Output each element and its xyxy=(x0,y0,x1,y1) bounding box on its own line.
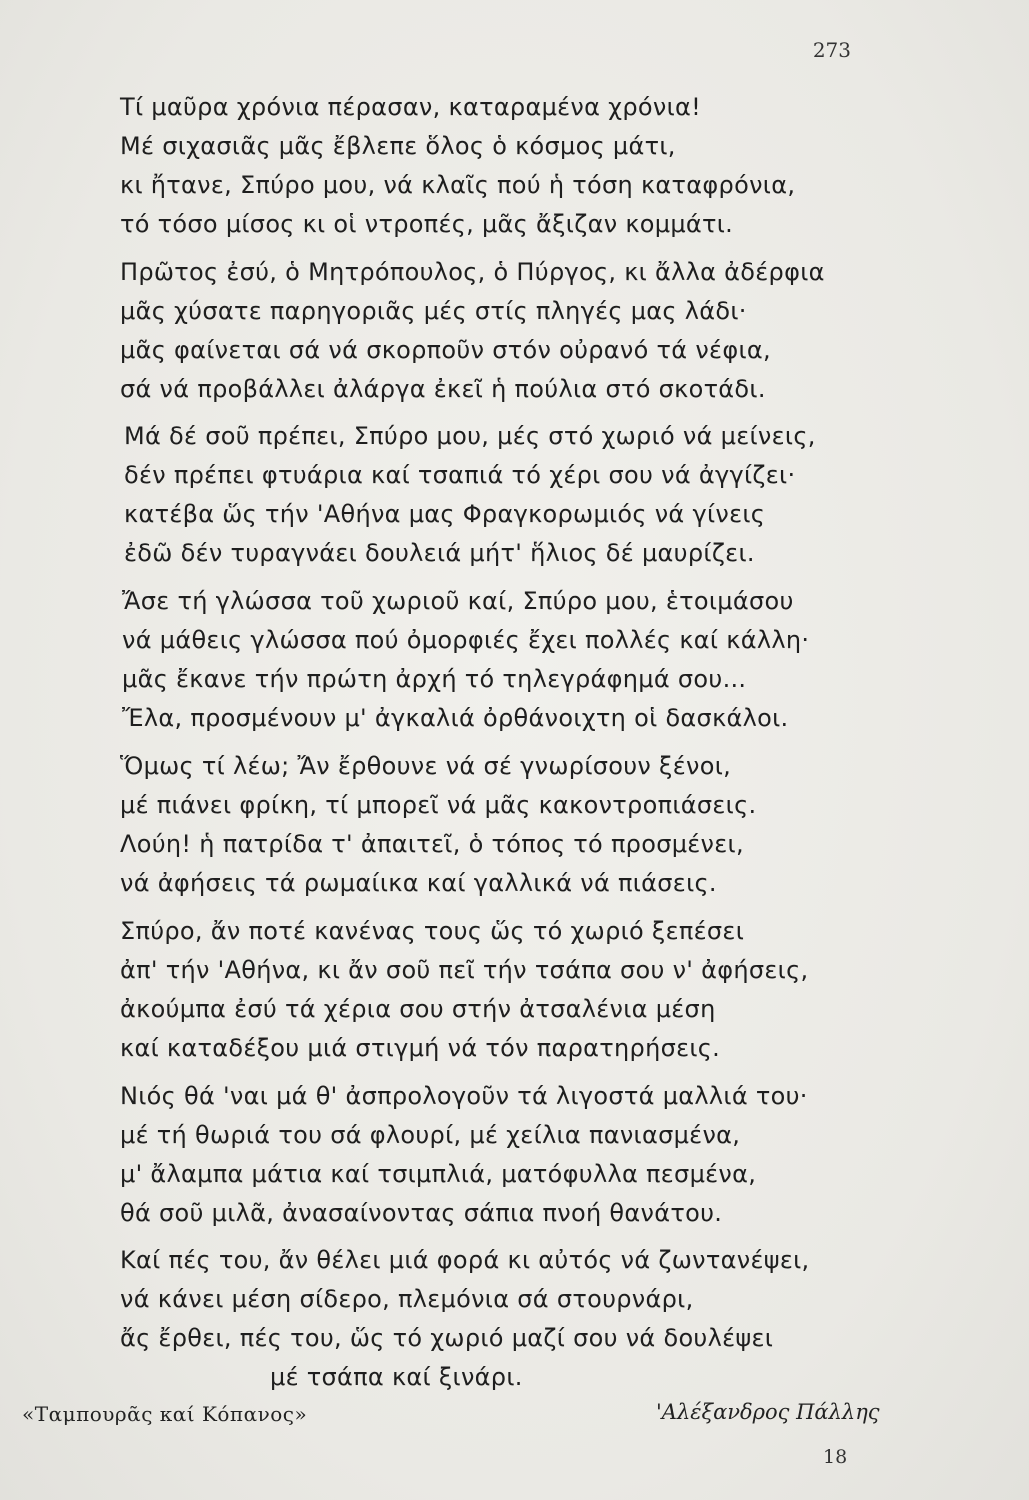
poem-line: τό τόσο μίσος κι οἱ ντροπές, μᾶς ἄξιζαν κομμάτι. xyxy=(120,210,734,238)
poem-line: Τί μαῦρα χρόνια πέρασαν, καταραμένα χρόνια! xyxy=(120,93,702,121)
poem-line: καί καταδέξου μιά στιγμή νά τόν παρατηρήσεις. xyxy=(120,1034,721,1062)
poem-line: Σπύρο, ἄν ποτέ κανένας τους ὥς τό χωριό ξεπέσει xyxy=(120,917,745,945)
poem-line: Νιός θά 'ναι μά θ' ἀσπρολογοῦν τά λιγοστά μαλλιά του· xyxy=(120,1082,808,1110)
poem-line: Πρῶτος ἐσύ, ὁ Μητρόπουλος, ὁ Πύργος, κι ἄλλα ἀδέρφια xyxy=(120,258,825,286)
poem-line: μέ πιάνει φρίκη, τί μπορεῖ νά μᾶς κακοντροπιάσεις. xyxy=(120,791,757,819)
poem-line: νά ἀφήσεις τά ρωμαίικα καί γαλλικά νά πιάσεις. xyxy=(120,869,717,897)
poem-line: μέ τή θωριά του σά φλουρί, μέ χείλια πανιασμένα, xyxy=(120,1121,741,1149)
poem-line: κι ἤτανε, Σπύρο μου, νά κλαῖς πού ἡ τόση καταφρόνια, xyxy=(120,171,796,199)
source-citation: «Ταμπουρᾶς καί Κόπανος» xyxy=(22,1402,308,1426)
poem-line: ἐδῶ δέν τυραγνάει δουλειά μήτ' ἥλιος δέ μαυρίζει. xyxy=(124,539,755,567)
author-name: 'Αλέξανδρος Πάλλης xyxy=(656,1400,880,1424)
poem-line: νά κάνει μέση σίδερο, πλεμόνια σά στουρνάρι, xyxy=(120,1285,694,1313)
poem-line: μ' ἄλαμπα μάτια καί τσιμπλιά, ματόφυλλα πεσμένα, xyxy=(120,1160,757,1188)
poem-line: Ἔλα, προσμένουν μ' ἀγκαλιά ὀρθάνοιχτη οἱ δασκάλοι. xyxy=(122,704,789,732)
poem-line: Καί πές του, ἄν θέλει μιά φορά κι αὐτός νά ζωντανέψει, xyxy=(120,1246,810,1274)
poem-line: μᾶς ἔκανε τήν πρώτη ἀρχή τό τηλεγράφημά σου... xyxy=(122,665,747,693)
poem-line: Ἄσε τή γλώσσα τοῦ χωριοῦ καί, Σπύρο μου, ἑτοιμάσου xyxy=(122,587,794,615)
poem-line: δέν πρέπει φτυάρια καί τσαπιά τό χέρι σου νά ἀγγίζει· xyxy=(124,461,796,489)
poem-line: Μά δέ σοῦ πρέπει, Σπύρο μου, μές στό χωριό νά μείνεις, xyxy=(124,422,816,450)
poem-line: μᾶς φαίνεται σά νά σκορποῦν στόν οὐρανό τά νέφια, xyxy=(120,336,771,364)
sheet-signature: 18 xyxy=(823,1446,848,1468)
poem-line: Μέ σιχασιᾶς μᾶς ἔβλεπε ὅλος ὁ κόσμος μάτι, xyxy=(120,132,676,160)
poem-line: θά σοῦ μιλᾶ, ἀνασαίνοντας σάπια πνοή θανάτου. xyxy=(120,1199,723,1227)
poem-line: Ὅμως τί λέω; Ἄν ἔρθουνε νά σέ γνωρίσουν ξένοι, xyxy=(120,752,732,780)
poem-line: νά μάθεις γλώσσα πού ὀμορφιές ἔχει πολλές καί κάλλη· xyxy=(122,626,810,654)
poem-line: μέ τσάπα καί ξινάρι. xyxy=(270,1363,523,1391)
poem-line: κατέβα ὥς τήν 'Αθήνα μας Φραγκορωμιός νά γίνεις xyxy=(124,500,766,528)
poem-line: ἀκούμπα ἐσύ τά χέρια σου στήν ἀτσαλένια μέση xyxy=(120,995,716,1023)
poem-line: ἄς ἔρθει, πές του, ὥς τό χωριό μαζί σου νά δουλέψει xyxy=(120,1324,774,1352)
page-number: 273 xyxy=(812,38,851,62)
poem-line: μᾶς χύσατε παρηγοριᾶς μές στίς πληγές μας λάδι· xyxy=(120,297,747,325)
poem-line: σά νά προβάλλει ἀλάργα ἐκεῖ ἡ πούλια στό σκοτάδι. xyxy=(120,375,766,403)
poem-line: ἀπ' τήν 'Αθήνα, κι ἄν σοῦ πεῖ τήν τσάπα σου ν' ἀφήσεις, xyxy=(120,956,809,984)
poem-line: Λούη! ἡ πατρίδα τ' ἀπαιτεῖ, ὁ τόπος τό προσμένει, xyxy=(120,830,744,858)
